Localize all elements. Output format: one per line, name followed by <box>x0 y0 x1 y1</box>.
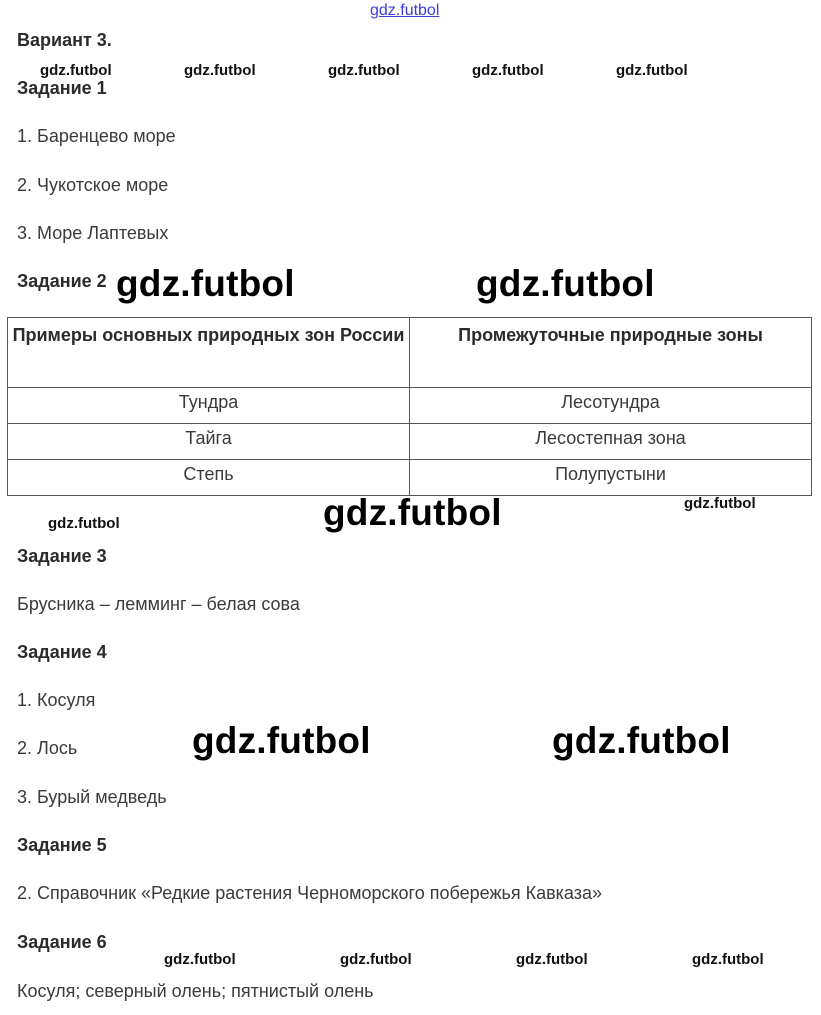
watermark-large: gdz.futbol <box>552 720 731 761</box>
table-row <box>8 388 812 424</box>
table-row <box>8 424 812 460</box>
watermark: gdz.futbol <box>164 951 236 968</box>
task4-item: 2. Лось <box>17 738 78 758</box>
watermark: gdz.futbol <box>516 951 588 968</box>
watermark: gdz.futbol <box>684 495 756 512</box>
table-cell: Полупустыни <box>410 460 812 496</box>
table-header-row <box>8 318 812 388</box>
watermark-large: gdz.futbol <box>192 720 371 761</box>
task4-item: 1. Косуля <box>17 690 96 710</box>
task5-text: 2. Справочник «Редкие растения Черноморского побережья Кавказа» <box>17 883 603 903</box>
watermark: gdz.futbol <box>328 62 400 79</box>
table-cell: Степь <box>8 460 410 496</box>
task1-item: 2. Чукотское море <box>17 175 169 195</box>
watermark: gdz.futbol <box>472 62 544 79</box>
task4-heading: Задание 4 <box>17 642 107 662</box>
watermark-large: gdz.futbol <box>476 263 655 304</box>
table-row <box>8 460 812 496</box>
task6-text: Косуля; северный олень; пятнистый олень <box>17 981 374 1001</box>
watermark: gdz.futbol <box>340 951 412 968</box>
natural-zones-table <box>7 317 812 496</box>
watermark: gdz.futbol <box>40 62 112 79</box>
table-header-cell: Примеры основных природных зон России <box>8 318 410 388</box>
task1-heading: Задание 1 <box>17 78 107 98</box>
task3-heading: Задание 3 <box>17 546 107 566</box>
task1-item: 3. Море Лаптевых <box>17 223 169 243</box>
task2-heading: Задание 2 <box>17 271 107 291</box>
watermark-top: gdz.futbol <box>370 2 440 19</box>
watermark: gdz.futbol <box>616 62 688 79</box>
task5-heading: Задание 5 <box>17 835 107 855</box>
table-cell: Лесотундра <box>410 388 812 424</box>
table-cell: Тундра <box>8 388 410 424</box>
watermark-large: gdz.futbol <box>323 492 502 533</box>
task6-heading: Задание 6 <box>17 932 107 952</box>
variant-title: Вариант 3. <box>17 30 112 50</box>
table-header-cell: Промежуточные природные зоны <box>410 318 812 388</box>
table-cell: Тайга <box>8 424 410 460</box>
watermark: gdz.futbol <box>184 62 256 79</box>
watermark: gdz.futbol <box>692 951 764 968</box>
watermark-large: gdz.futbol <box>116 263 295 304</box>
table-cell: Лесостепная зона <box>410 424 812 460</box>
task1-item: 1. Баренцево море <box>17 126 176 146</box>
task4-item: 3. Бурый медведь <box>17 787 167 807</box>
watermark: gdz.futbol <box>48 515 120 532</box>
task3-text: Брусника – лемминг – белая сова <box>17 594 300 614</box>
